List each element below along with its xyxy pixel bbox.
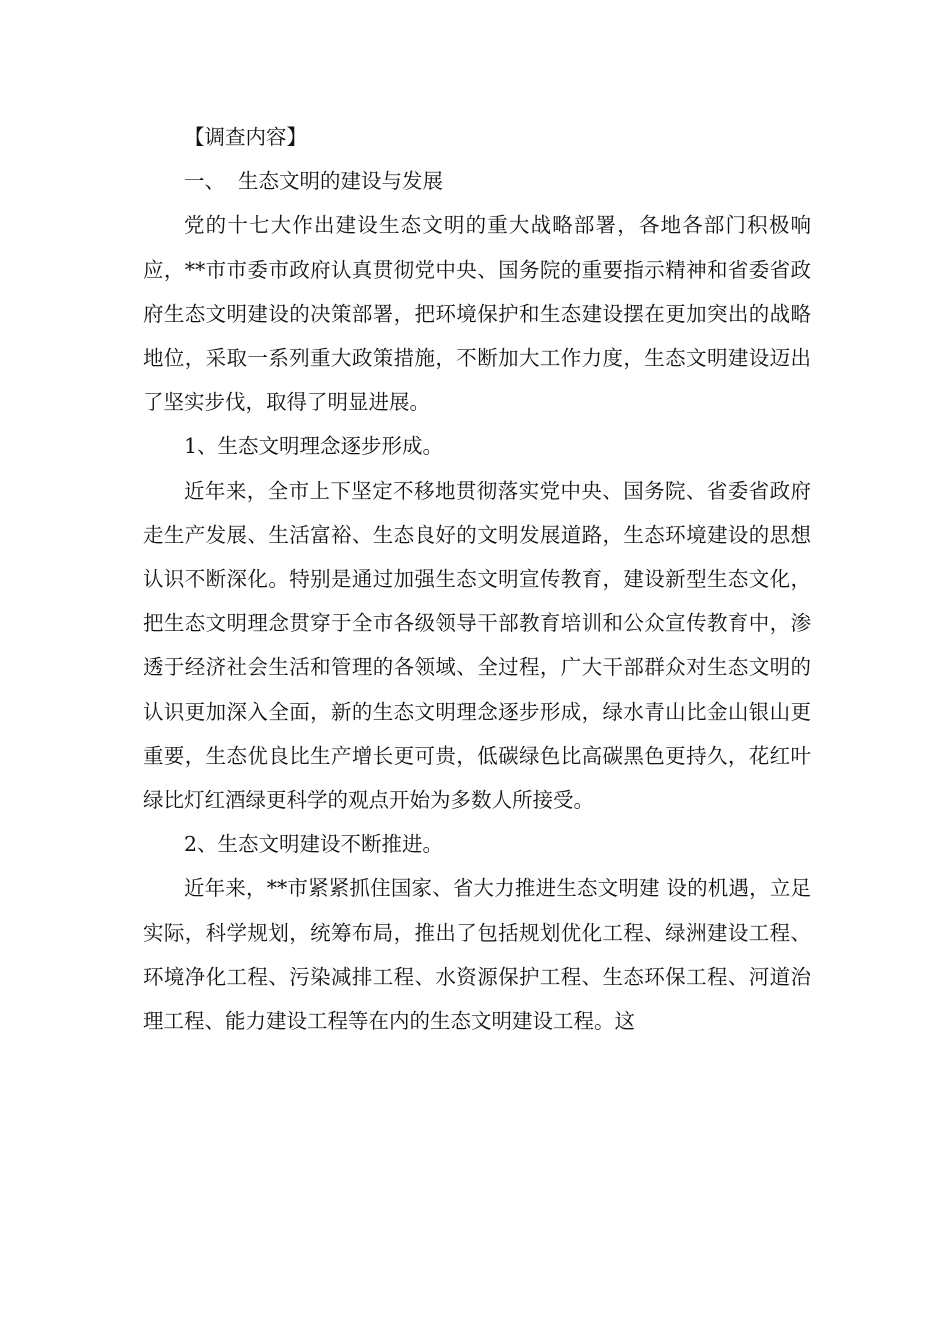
paragraph-1: 党的十七大作出建设生态文明的重大战略部署，各地各部门积极响应，**市市委市政府认真贯彻党中央、国务院的重要指示精神和省委省政府生态文明建设的决策部署，把环境保护和生态建设摆在更加突出的战略地位，采取一系列重大政策措施，不断加大工作力度，生态文明建设迈出了坚实步伐，取得了明显进展。 — [143, 213, 811, 415]
paragraph-2: 近年来，全市上下坚定不移地贯彻落实党中央、国务院、省委省政府走生产发展、生活富裕、生态良好的文明发展道路，生态环境建设的思想认识不断深化。特别是通过加强生态文明宣传教育，建设新型生态文化，把生态文明理念贯穿于全市各级领导干部教育培训和公众宣传教育中，渗透于经济社会生活和管理的各领域、全过程，广大干部群众对生态文明的认识更加深入全面，新的生态文明理念逐步形成，绿水青山比金山银山更重要，生态优良比生产增长更可贵，低碳绿色比高碳黑色更持久，花红叶绿比灯红酒绿更科学的观点开始为多数人所接受。 — [143, 478, 811, 813]
paragraph-3: 近年来，**市紧紧抓住国家、省大力推进生态文明建 设的机遇，立足实际，科学规划，统筹布局，推出了包括规划优化工程、绿洲建设工程、环境净化工程、污染减排工程、水资源保护工程、生态环保工程、河道治理工程、能力建设工程等在内的生态文明建设工程。这 — [143, 876, 811, 1034]
document-body — [143, 115, 811, 1043]
subheading-construction-progress: 2、生态文明建设不断推进。 — [184, 832, 444, 857]
heading-ecological-civilization: 一、 生态文明的建设与发展 — [184, 169, 444, 194]
subheading-concept-formation: 1、生态文明理念逐步形成。 — [184, 434, 444, 459]
section-label: 【调查内容】 — [184, 125, 307, 149]
